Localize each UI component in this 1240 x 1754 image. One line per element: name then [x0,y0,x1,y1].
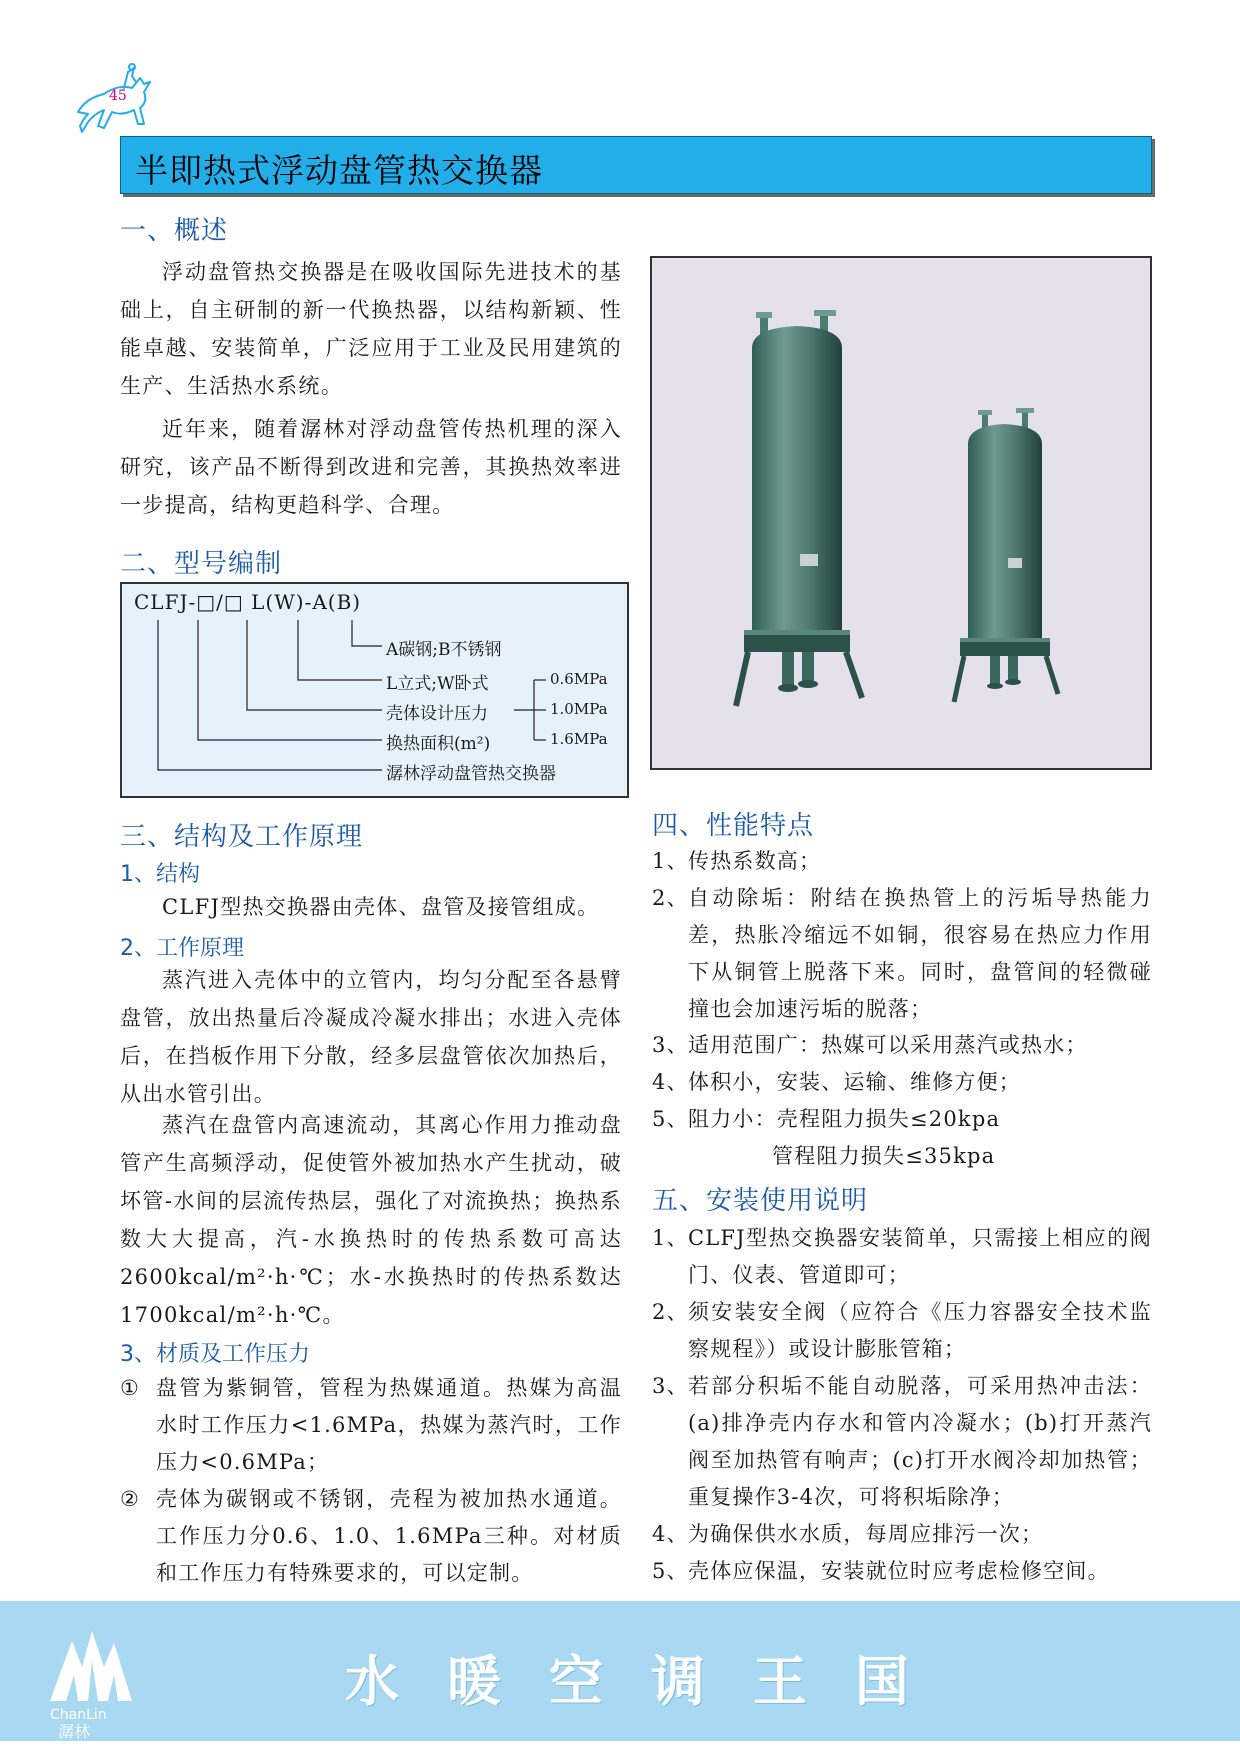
performance-item-5-text: 阻力小：壳程阻力损失≤20kpa [688,1107,1001,1131]
footer-band [0,1601,1240,1741]
material-item-1 [120,1370,622,1486]
model-label-pressure: 壳体设计压力 [386,704,488,724]
install-item-3-text: 若部分积垢不能自动脱落，可采用热冲击法：(a)排净壳内存水和管内冷凝水；(b)打开蒸汽阀至加热管有响声；(c)打开水阀冷却加热管；重复操作3-4次，可将积垢除净； [688,1374,1152,1509]
structure-heading: 三、结构及工作原理 [120,822,364,852]
model-code: CLFJ-□/□ L(W)-A(B) [134,590,362,614]
product-photo [650,256,1152,770]
overview-paragraph-1: 浮动盘管热交换器是在吸收国际先进技术的基础上，自主研制的新一代换热器，以结构新颖、性能卓越、安装简单，广泛应用于工业及民用建筑的生产、生活热水系统。 [120,260,622,398]
model-label-product: 潺林浮动盘管热交换器 [386,764,556,784]
brand-en: ChanLin [50,1707,107,1723]
model-code-diagram [120,582,629,798]
performance-heading: 四、性能特点 [652,811,815,841]
performance-item-3-text: 适用范围广：热媒可以采用蒸汽或热水； [688,1033,1088,1057]
model-heading: 二、型号编制 [120,549,283,579]
install-item-1-num: 1、 [652,1226,689,1250]
brand-cn: 潺林 [58,1722,91,1741]
performance-item-3-num: 3、 [652,1033,689,1057]
structure-sub1: 1、结构 [120,862,200,887]
pressure-option-2: 1.0MPa [550,700,608,718]
mountain-logo-icon [46,1621,136,1705]
performance-item-2-num: 2、 [652,886,689,910]
material-item-2 [120,1481,622,1597]
install-item-5-text: 壳体应保温，安装就位时应考虑检修空间。 [688,1559,1110,1583]
large-tank [736,310,862,706]
pressure-option-1: 0.6MPa [550,670,608,688]
performance-item-4-text: 体积小，安装、运输、维修方便； [688,1070,1021,1094]
page-title: 半即热式浮动盘管热交换器 [135,151,543,190]
page-number: 45 [109,88,127,104]
title-bar [120,136,1152,194]
install-item-4-text: 为确保供水水质，每周应排污一次； [688,1522,1044,1546]
install-heading: 五、安装使用说明 [652,1186,869,1216]
material-item-2-text: 壳体为碳钢或不锈钢，壳程为被加热水通道。工作压力分0.6、1.0、1.6MPa三种。对材质和工作压力有特殊要求的，可以定制。 [156,1487,622,1585]
install-item-3-num: 3、 [652,1374,689,1398]
install-item-5-num: 5、 [652,1559,689,1583]
performance-item-2-text: 自动除垢：附结在换热管上的污垢导热能力差，热胀冷缩远不如铜，很容易在热应力作用下从铜管上脱落下来。同时，盘管间的轻微碰撞也会加速污垢的脱落； [688,886,1152,1021]
overview-heading: 一、概述 [120,216,229,246]
install-item-4-num: 4、 [652,1522,689,1546]
pressure-option-3: 1.6MPa [550,730,608,748]
performance-item-5-line2-text: 管程阻力损失≤35kpa [772,1144,996,1168]
install-item-2-text: 须安装安全阀（应符合《压力容器安全技术监察规程》）或设计膨胀管箱； [688,1300,1152,1361]
small-tank [954,408,1058,702]
performance-item-1-num: 1、 [652,849,689,873]
model-label-area: 换热面积(m²) [386,734,491,754]
horse-logo-icon [74,62,164,146]
structure-sub3: 3、材质及工作压力 [120,1342,310,1367]
principle-paragraph-1: 蒸汽进入壳体中的立管内，均匀分配至各悬臂盘管，放出热量后冷凝成冷凝水排出；水进入壳体后，在挡板作用下分散，经多层盘管依次加热后，从出水管引出。 [120,968,622,1106]
principle-paragraph-2: 蒸汽在盘管内高速流动，其离心作用力推动盘管产生高频浮动，促使管外被加热水产生扰动，破坏管-水间的层流传热层，强化了对流换热；换热系数大大提高，汽-水换热时的传热系数可高达2600kcal/m²·h·℃；水-水换热时的传热系数达1700kcal/m²·h·℃。 [120,1113,622,1327]
model-label-orientation: L立式;W卧式 [386,674,489,694]
performance-item-1-text: 传热系数高； [688,849,822,873]
overview-paragraph-2: 近年来，随着潺林对浮动盘管传热机理的深入研究，该产品不断得到改进和完善，其换热效率进一步提高，结构更趋科学、合理。 [120,417,622,517]
material-item-1-text: 盘管为紫铜管，管程为热媒通道。热媒为高温水时工作压力<1.6MPa，热媒为蒸汽时，工作压力<0.6MPa； [156,1376,622,1474]
install-item-1-text: CLFJ型热交换器安装简单，只需接上相应的阀门、仪表、管道即可； [688,1226,1152,1287]
model-label-material: A碳钢;B不锈钢 [386,640,502,660]
performance-item-4-num: 4、 [652,1070,689,1094]
material-item-2-num: ② [120,1487,141,1511]
footer-slogan: 水暖空调王国 [345,1650,957,1713]
structure-sub2: 2、工作原理 [120,936,244,961]
install-item-2-num: 2、 [652,1300,689,1324]
performance-item-5-line2 [772,1138,1152,1175]
performance-item-5-num: 5、 [652,1107,689,1131]
structure-sub1-text: CLFJ型热交换器由壳体、盘管及接管组成。 [162,895,600,919]
material-item-1-num: ① [120,1376,141,1400]
